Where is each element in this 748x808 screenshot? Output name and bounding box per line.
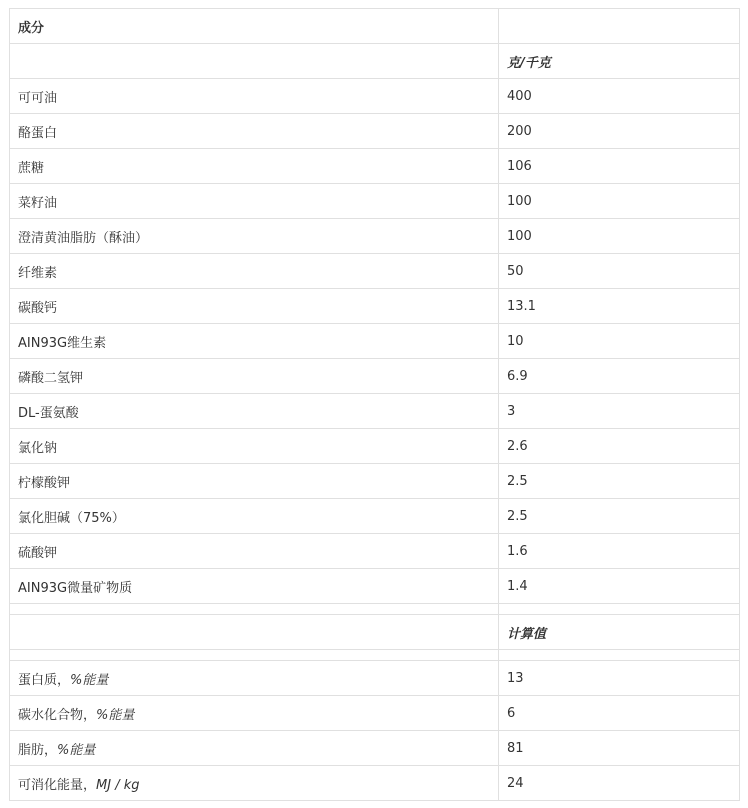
- spacer-cell: [499, 604, 740, 615]
- calculated-name-cell: [10, 731, 499, 766]
- ingredient-value: 1.4: [499, 569, 740, 604]
- header-empty-cell: [499, 9, 740, 44]
- ingredient-row: [10, 324, 740, 359]
- calculated-name-cell: [10, 696, 499, 731]
- calculated-name: 碳水化合物，: [18, 707, 97, 723]
- calculated-name: 脂肪，: [18, 742, 58, 758]
- ingredient-row: [10, 184, 740, 219]
- ingredient-value: 50: [499, 254, 740, 289]
- ingredient-value: 400: [499, 79, 740, 114]
- ingredient-name: 硫酸钾: [10, 534, 499, 569]
- unit-row: [10, 44, 740, 79]
- ingredient-row: [10, 219, 740, 254]
- calculated-unit: %能量: [57, 742, 96, 758]
- ingredient-name: 碳酸钙: [10, 289, 499, 324]
- ingredient-value: 2.5: [499, 499, 740, 534]
- ingredient-row: [10, 534, 740, 569]
- calculated-name-cell: [10, 661, 499, 696]
- ingredient-value: 200: [499, 114, 740, 149]
- ingredient-row: [10, 394, 740, 429]
- ingredient-value: 2.6: [499, 429, 740, 464]
- ingredient-value: 2.5: [499, 464, 740, 499]
- ingredient-name: 磷酸二氢钾: [10, 359, 499, 394]
- spacer-cell: [10, 650, 499, 661]
- calculated-unit: MJ / kg: [96, 777, 140, 793]
- ingredient-row: [10, 429, 740, 464]
- ingredient-value: 10: [499, 324, 740, 359]
- calculated-header-row: [10, 615, 740, 650]
- ingredient-value: 1.6: [499, 534, 740, 569]
- ingredient-name: DL-蛋氨酸: [10, 394, 499, 429]
- ingredient-row: [10, 149, 740, 184]
- ingredient-name: 酪蛋白: [10, 114, 499, 149]
- ingredient-row: [10, 79, 740, 114]
- ingredient-row: [10, 254, 740, 289]
- calculated-name: 蛋白质，: [18, 672, 71, 688]
- ingredient-row: [10, 464, 740, 499]
- table-body: [10, 9, 740, 801]
- header-row: [10, 9, 740, 44]
- ingredient-value: 100: [499, 184, 740, 219]
- calculated-name-cell: [10, 766, 499, 801]
- ingredient-row: [10, 569, 740, 604]
- calculated-value: 6: [499, 696, 740, 731]
- spacer-cell: [10, 604, 499, 615]
- calculated-value: 81: [499, 731, 740, 766]
- ingredient-name: 柠檬酸钾: [10, 464, 499, 499]
- ingredient-value: 6.9: [499, 359, 740, 394]
- spacer-row: [10, 604, 740, 615]
- diet-composition-table: [9, 8, 740, 801]
- ingredient-name: 氯化胆碱（75%）: [10, 499, 499, 534]
- ingredient-name: AIN93G微量矿物质: [10, 569, 499, 604]
- spacer-cell: [499, 650, 740, 661]
- calculated-row: [10, 731, 740, 766]
- ingredient-name: 蔗糖: [10, 149, 499, 184]
- calculated-header: 计算值: [499, 615, 740, 650]
- spacer-row: [10, 650, 740, 661]
- unit-row-empty-cell: [10, 44, 499, 79]
- ingredient-value: 100: [499, 219, 740, 254]
- ingredient-row: [10, 499, 740, 534]
- calculated-row: [10, 766, 740, 801]
- ingredient-name: 菜籽油: [10, 184, 499, 219]
- ingredient-name: 可可油: [10, 79, 499, 114]
- ingredient-value: 106: [499, 149, 740, 184]
- calculated-unit: %能量: [70, 672, 109, 688]
- calculated-header-empty-cell: [10, 615, 499, 650]
- ingredient-name: AIN93G维生素: [10, 324, 499, 359]
- calculated-row: [10, 696, 740, 731]
- calculated-name: 可消化能量，: [18, 777, 97, 793]
- ingredient-row: [10, 359, 740, 394]
- ingredient-name: 纤维素: [10, 254, 499, 289]
- ingredient-row: [10, 289, 740, 324]
- unit-header: 克/千克: [499, 44, 740, 79]
- ingredient-name: 澄清黄油脂肪（酥油）: [10, 219, 499, 254]
- ingredient-name: 氯化钠: [10, 429, 499, 464]
- ingredient-value: 13.1: [499, 289, 740, 324]
- calculated-value: 13: [499, 661, 740, 696]
- ingredient-value: 3: [499, 394, 740, 429]
- ingredient-header: 成分: [10, 9, 499, 44]
- calculated-row: [10, 661, 740, 696]
- calculated-unit: %能量: [96, 707, 135, 723]
- calculated-value: 24: [499, 766, 740, 801]
- ingredient-row: [10, 114, 740, 149]
